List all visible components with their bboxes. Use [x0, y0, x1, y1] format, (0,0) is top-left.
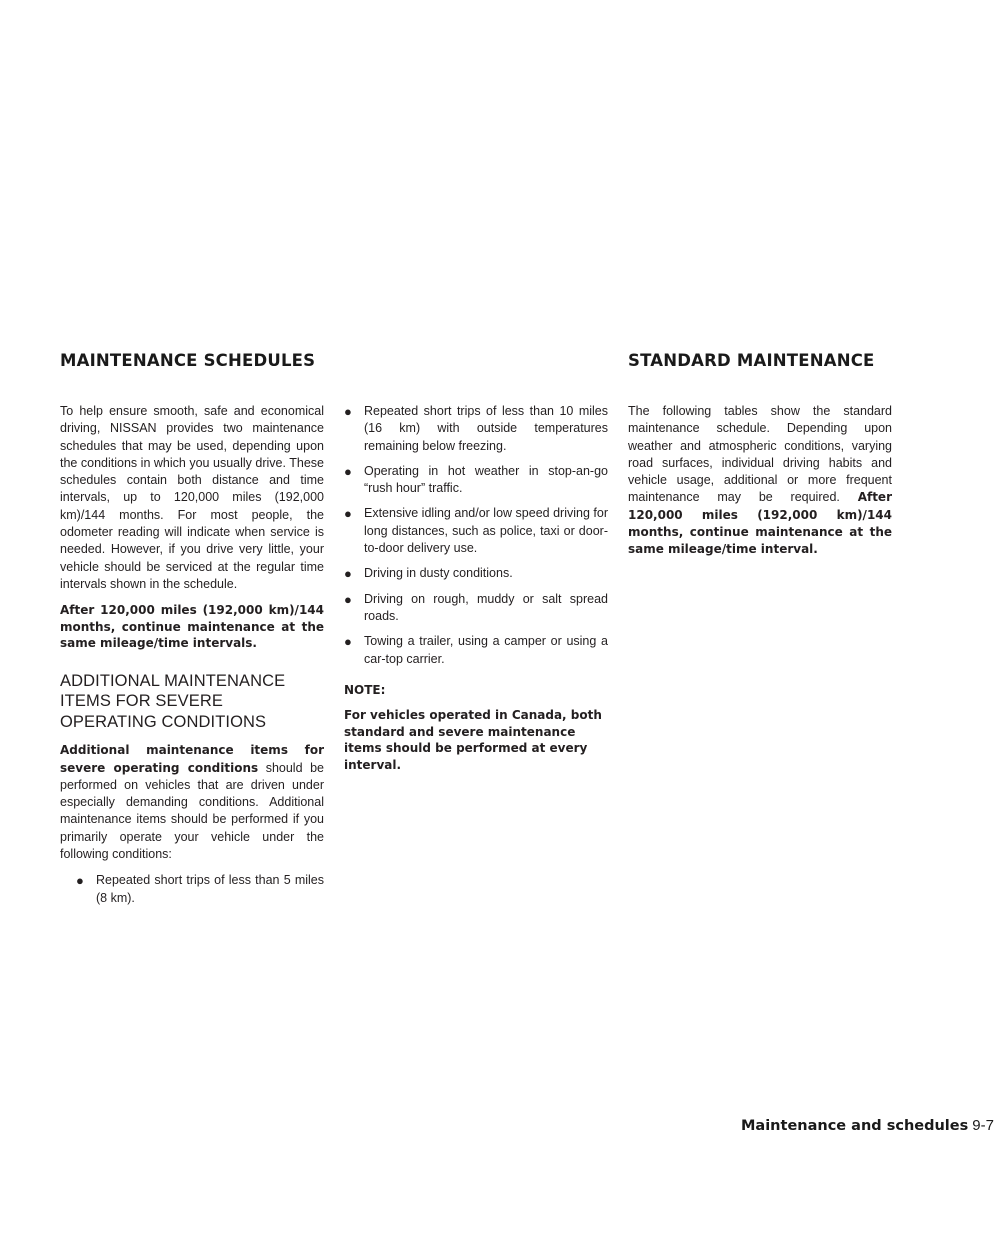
note-label: NOTE:	[344, 682, 386, 697]
section-heading-maintenance-schedules: MAINTENANCE SCHEDULES	[60, 351, 316, 370]
standard-text: The following tables show the standard maintenance schedule. Depending upon weather and atmospheric conditions, varying road surfaces, individual driving habits and vehicle usage, additional or more frequent maintenance may be required.	[628, 404, 892, 505]
bullet-icon: ●	[344, 634, 352, 650]
list-item	[344, 505, 608, 557]
canada-note: For vehicles operated in Canada, both standard and severe maintenance items should be performed at every interval.	[344, 708, 602, 772]
list-item-text: Operating in hot weather in stop-an-go “rush hour” traffic.	[364, 463, 608, 496]
list-item	[344, 463, 608, 498]
standard-interval-note: After 120,000 miles (192,000 km)/144 months, continue maintenance at the same mileage/time interval.	[628, 490, 892, 557]
column-left	[60, 403, 324, 915]
page-number: 9-7	[972, 1117, 994, 1134]
list-item	[344, 591, 608, 626]
list-item	[344, 633, 608, 668]
list-item-text: Extensive idling and/or low speed driving for long distances, such as police, taxi or door-to-door delivery use.	[364, 506, 608, 556]
list-item-text: Driving on rough, muddy or salt spread roads.	[364, 591, 608, 623]
severe-paragraph	[60, 742, 324, 863]
bullet-icon: ●	[344, 566, 352, 582]
column-middle	[344, 403, 608, 782]
bullet-icon: ●	[76, 873, 84, 889]
column-right	[628, 403, 892, 568]
standard-maintenance-paragraph	[628, 403, 892, 559]
bullet-icon: ●	[344, 506, 352, 522]
severe-text: should be performed on vehicles that are driven under especially demanding conditions. Additional maintenance items should be performed if you primarily operate your vehicle under the following conditions:	[60, 760, 324, 862]
interval-note: After 120,000 miles (192,000 km)/144 months, continue maintenance at the same mileage/time intervals.	[60, 603, 324, 651]
list-item-text: Driving in dusty conditions.	[364, 566, 513, 581]
bullet-icon: ●	[344, 463, 352, 479]
bullet-icon: ●	[344, 404, 352, 419]
severe-conditions-subheading: ADDITIONAL MAINTENANCE ITEMS FOR SEVERE OPERATING CONDITIONS	[60, 671, 286, 731]
intro-paragraph: To help ensure smooth, safe and economical driving, NISSAN provides two maintenance schedules that may be used, depending upon the conditions in which you usually drive. These schedules contain both distance and time intervals, up to 120,000 miles (192,000 km)/144 months. For most people, the odometer reading will indicate when service is needed. However, if you drive very little, your vehicle should be serviced at the regular time intervals shown in the schedule.	[60, 404, 324, 591]
list-item-text: Towing a trailer, using a camper or using a car-top carrier.	[364, 634, 608, 666]
list-item-text: Repeated short trips of less than 5 miles (8 km).	[96, 873, 324, 905]
footer-section-title: Maintenance and schedules	[741, 1118, 969, 1134]
list-item	[76, 872, 324, 907]
page-footer	[741, 1117, 994, 1134]
severe-conditions-list-part2	[344, 403, 608, 668]
section-heading-standard-maintenance: STANDARD MAINTENANCE	[628, 351, 875, 370]
severe-conditions-list-part1	[76, 872, 324, 907]
list-item	[344, 565, 608, 582]
list-item-text: Repeated short trips of less than 10 miles (16 km) with outside temperatures remaining below freezing.	[364, 404, 608, 453]
severe-bold-lead: Additional maintenance items for severe operating conditions	[60, 743, 324, 775]
list-item	[344, 403, 608, 455]
bullet-icon: ●	[344, 591, 352, 607]
